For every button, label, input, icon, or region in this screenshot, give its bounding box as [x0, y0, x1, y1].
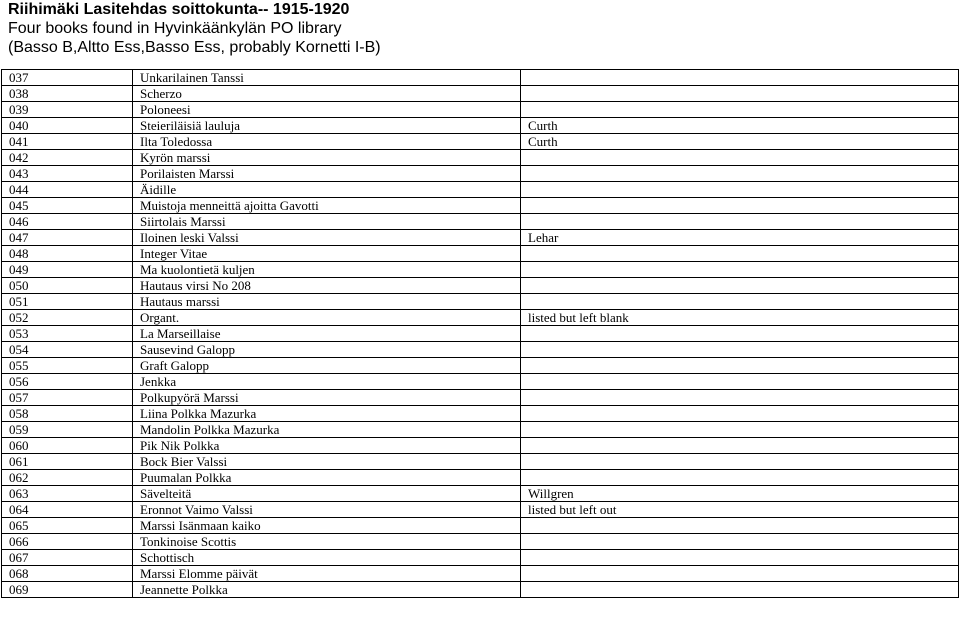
- row-note-cell: [521, 550, 959, 566]
- row-number-cell: 064: [2, 502, 133, 518]
- row-number-cell: 054: [2, 342, 133, 358]
- row-number-cell: 038: [2, 86, 133, 102]
- row-title-cell: Schottisch: [133, 550, 521, 566]
- table-row: [2, 566, 959, 582]
- row-number-cell: 067: [2, 550, 133, 566]
- document-instruments-note: (Basso B,Altto Ess,Basso Ess, probably Kornetti I-B): [8, 39, 381, 56]
- row-title-cell: Ilta Toledossa: [133, 134, 521, 150]
- row-title-cell: Sausevind Galopp: [133, 342, 521, 358]
- row-number-cell: 053: [2, 326, 133, 342]
- row-title-cell: Unkarilainen Tanssi: [133, 70, 521, 86]
- row-number-cell: 048: [2, 246, 133, 262]
- row-title-cell: Tonkinoise Scottis: [133, 534, 521, 550]
- table-row: [2, 70, 959, 86]
- row-note-cell: listed but left out: [521, 502, 959, 518]
- row-note-cell: [521, 246, 959, 262]
- row-title-cell: Porilaisten Marssi: [133, 166, 521, 182]
- table-row: [2, 374, 959, 390]
- row-title-cell: Integer Vitae: [133, 246, 521, 262]
- row-note-cell: [521, 102, 959, 118]
- row-note-cell: [521, 70, 959, 86]
- table-row: [2, 406, 959, 422]
- table-row: [2, 118, 959, 134]
- table-row: [2, 454, 959, 470]
- table-row: [2, 246, 959, 262]
- table-row: [2, 310, 959, 326]
- row-number-cell: 042: [2, 150, 133, 166]
- row-title-cell: Ma kuolontietä kuljen: [133, 262, 521, 278]
- table-row: [2, 550, 959, 566]
- row-title-cell: Scherzo: [133, 86, 521, 102]
- row-title-cell: Poloneesi: [133, 102, 521, 118]
- row-number-cell: 047: [2, 230, 133, 246]
- table-row: [2, 198, 959, 214]
- row-number-cell: 045: [2, 198, 133, 214]
- row-note-cell: [521, 262, 959, 278]
- row-note-cell: [521, 518, 959, 534]
- row-number-cell: 041: [2, 134, 133, 150]
- row-note-cell: [521, 294, 959, 310]
- row-number-cell: 065: [2, 518, 133, 534]
- row-title-cell: Sävelteitä: [133, 486, 521, 502]
- row-note-cell: Willgren: [521, 486, 959, 502]
- table-row: [2, 342, 959, 358]
- row-title-cell: Eronnot Vaimo Valssi: [133, 502, 521, 518]
- row-number-cell: 046: [2, 214, 133, 230]
- row-title-cell: Puumalan Polkka: [133, 470, 521, 486]
- row-number-cell: 055: [2, 358, 133, 374]
- table-row: [2, 150, 959, 166]
- row-title-cell: Marssi Isänmaan kaiko: [133, 518, 521, 534]
- row-title-cell: Marssi Elomme päivät: [133, 566, 521, 582]
- table-row: [2, 134, 959, 150]
- table-row: [2, 438, 959, 454]
- row-title-cell: Steieriläisiä lauluja: [133, 118, 521, 134]
- row-number-cell: 058: [2, 406, 133, 422]
- document-subtitle: Four books found in Hyvinkäänkylän PO library: [8, 20, 342, 37]
- table-row: [2, 422, 959, 438]
- table-row: [2, 294, 959, 310]
- row-number-cell: 043: [2, 166, 133, 182]
- table-row: [2, 582, 959, 598]
- music-list-table: [1, 69, 959, 598]
- row-note-cell: [521, 454, 959, 470]
- table-row: [2, 502, 959, 518]
- row-note-cell: [521, 358, 959, 374]
- table-row: [2, 278, 959, 294]
- row-title-cell: Jeannette Polkka: [133, 582, 521, 598]
- table-row: [2, 326, 959, 342]
- row-number-cell: 059: [2, 422, 133, 438]
- row-note-cell: [521, 278, 959, 294]
- row-number-cell: 057: [2, 390, 133, 406]
- row-number-cell: 049: [2, 262, 133, 278]
- row-title-cell: Bock Bier Valssi: [133, 454, 521, 470]
- table-row: [2, 230, 959, 246]
- row-number-cell: 051: [2, 294, 133, 310]
- row-note-cell: [521, 166, 959, 182]
- table-row: [2, 358, 959, 374]
- row-title-cell: Graft Galopp: [133, 358, 521, 374]
- row-note-cell: [521, 198, 959, 214]
- row-note-cell: [521, 342, 959, 358]
- table-row: [2, 86, 959, 102]
- row-title-cell: La Marseillaise: [133, 326, 521, 342]
- row-note-cell: [521, 326, 959, 342]
- row-title-cell: Hautaus marssi: [133, 294, 521, 310]
- row-title-cell: Polkupyörä Marssi: [133, 390, 521, 406]
- row-number-cell: 061: [2, 454, 133, 470]
- row-title-cell: Liina Polkka Mazurka: [133, 406, 521, 422]
- row-note-cell: [521, 214, 959, 230]
- table-row: [2, 214, 959, 230]
- row-number-cell: 037: [2, 70, 133, 86]
- row-number-cell: 050: [2, 278, 133, 294]
- row-note-cell: listed but left blank: [521, 310, 959, 326]
- document-header: [8, 0, 381, 57]
- row-note-cell: [521, 534, 959, 550]
- row-title-cell: Iloinen leski Valssi: [133, 230, 521, 246]
- document-title: Riihimäki Lasitehdas soittokunta-- 1915-1920: [8, 1, 350, 18]
- row-title-cell: Hautaus virsi No 208: [133, 278, 521, 294]
- row-note-cell: Lehar: [521, 230, 959, 246]
- row-number-cell: 062: [2, 470, 133, 486]
- row-note-cell: [521, 86, 959, 102]
- table-row: [2, 534, 959, 550]
- row-title-cell: Äidille: [133, 182, 521, 198]
- row-note-cell: [521, 582, 959, 598]
- row-note-cell: Curth: [521, 134, 959, 150]
- row-note-cell: [521, 406, 959, 422]
- table-row: [2, 182, 959, 198]
- row-note-cell: [521, 438, 959, 454]
- row-title-cell: Siirtolais Marssi: [133, 214, 521, 230]
- row-number-cell: 052: [2, 310, 133, 326]
- row-number-cell: 066: [2, 534, 133, 550]
- row-note-cell: [521, 390, 959, 406]
- row-title-cell: Organt.: [133, 310, 521, 326]
- row-title-cell: Mandolin Polkka Mazurka: [133, 422, 521, 438]
- row-number-cell: 063: [2, 486, 133, 502]
- row-number-cell: 040: [2, 118, 133, 134]
- row-note-cell: [521, 182, 959, 198]
- music-list-body: [2, 70, 959, 598]
- row-number-cell: 039: [2, 102, 133, 118]
- table-row: [2, 486, 959, 502]
- table-row: [2, 102, 959, 118]
- row-title-cell: Jenkka: [133, 374, 521, 390]
- row-number-cell: 056: [2, 374, 133, 390]
- row-number-cell: 060: [2, 438, 133, 454]
- row-note-cell: [521, 374, 959, 390]
- row-title-cell: Kyrön marssi: [133, 150, 521, 166]
- row-note-cell: [521, 422, 959, 438]
- table-row: [2, 518, 959, 534]
- table-row: [2, 470, 959, 486]
- table-row: [2, 166, 959, 182]
- table-row: [2, 262, 959, 278]
- row-number-cell: 044: [2, 182, 133, 198]
- row-note-cell: [521, 150, 959, 166]
- row-title-cell: Muistoja menneittä ajoitta Gavotti: [133, 198, 521, 214]
- table-row: [2, 390, 959, 406]
- row-note-cell: [521, 470, 959, 486]
- row-number-cell: 068: [2, 566, 133, 582]
- row-number-cell: 069: [2, 582, 133, 598]
- row-note-cell: [521, 566, 959, 582]
- row-title-cell: Pik Nik Polkka: [133, 438, 521, 454]
- row-note-cell: Curth: [521, 118, 959, 134]
